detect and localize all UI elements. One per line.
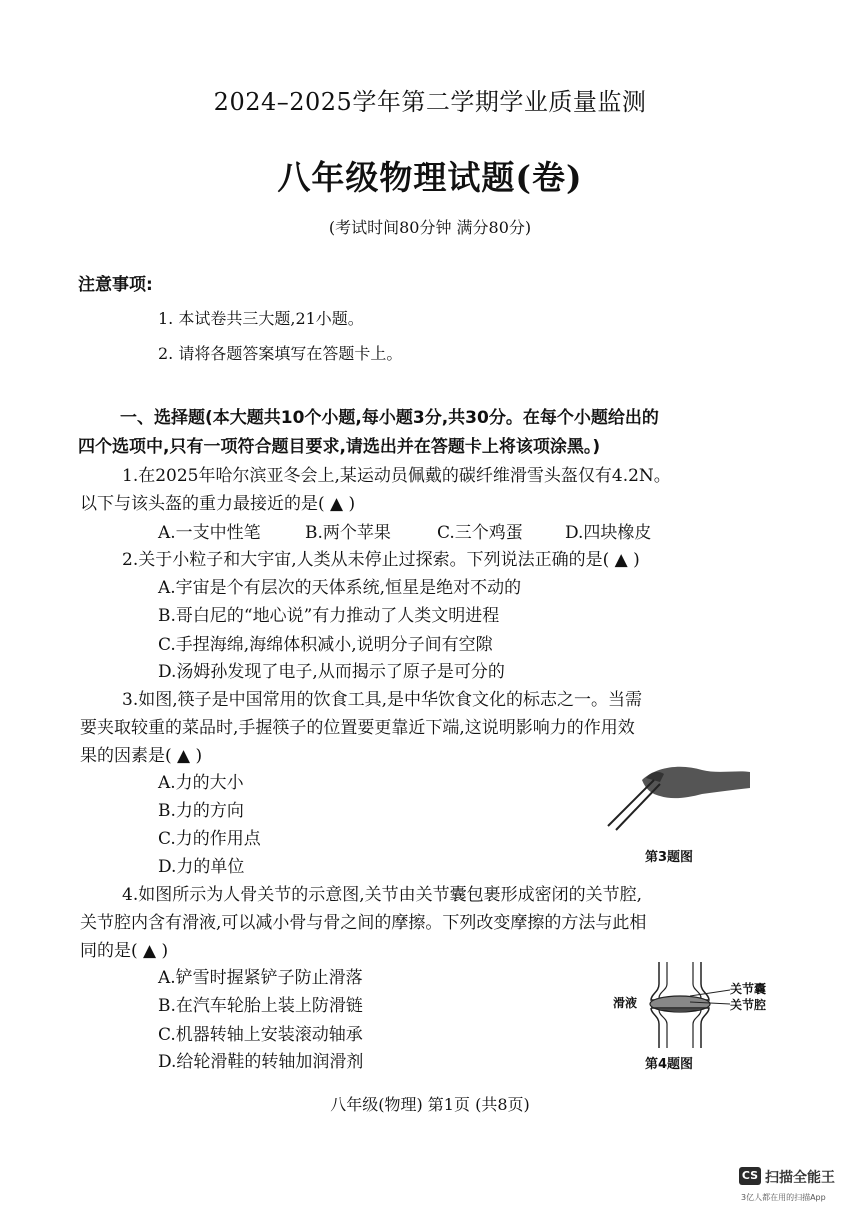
figure-3-caption: 第3题图 bbox=[645, 850, 694, 865]
synovial-fluid-label: 滑液 bbox=[613, 996, 638, 1010]
question-1-option-b: B.两个苹果 bbox=[305, 523, 391, 543]
exam-header-title: 2024–2025学年第二学期学业质量监测 bbox=[213, 88, 647, 116]
chopsticks-figure bbox=[602, 752, 752, 832]
section-instruction-line1: 一、选择题(本大题共10个小题,每小题3分,共30分。在每个小题给出的 bbox=[120, 408, 659, 428]
question-4-option-d: D.给轮滑鞋的转轴加润滑剂 bbox=[158, 1052, 364, 1072]
figure-4-caption: 第4题图 bbox=[645, 1057, 694, 1072]
notice-title: 注意事项: bbox=[78, 275, 153, 295]
question-2-option-b: B.哥白尼的“地心说”有力推动了人类文明进程 bbox=[158, 606, 500, 626]
exam-info: (考试时间80分钟 满分80分) bbox=[328, 218, 532, 237]
question-1-stem: 1.在2025年哈尔滨亚冬会上,某运动员佩戴的碳纤维滑雪头盔仅有4.2N。 bbox=[122, 466, 671, 486]
scanner-tagline: 3亿人都在用的扫描App bbox=[741, 1193, 826, 1202]
question-3-option-a: A.力的大小 bbox=[158, 773, 244, 793]
question-3-option-c: C.力的作用点 bbox=[158, 829, 261, 849]
scanner-brand: 扫描全能王 bbox=[765, 1170, 835, 1186]
joint-cavity-label: 关节腔 bbox=[730, 998, 767, 1012]
question-3-stem: 3.如图,筷子是中国常用的饮食工具,是中华饮食文化的标志之一。当需 bbox=[122, 690, 643, 710]
exam-subject-title: 八年级物理试题(卷) bbox=[277, 158, 583, 197]
question-2-option-a: A.宇宙是个有层次的天体系统,恒星是绝对不动的 bbox=[158, 578, 522, 598]
question-4-option-a: A.铲雪时握紧铲子防止滑落 bbox=[158, 968, 363, 988]
section-instruction-line2: 四个选项中,只有一项符合题目要求,请选出并在答题卡上将该项涂黑。) bbox=[78, 437, 601, 457]
question-2-option-c: C.手捏海绵,海绵体积减小,说明分子间有空隙 bbox=[158, 635, 493, 655]
joint-capsule-label: 关节囊 bbox=[730, 982, 767, 996]
question-4-option-c: C.机器转轴上安装滚动轴承 bbox=[158, 1025, 363, 1045]
question-4-stem: 关节腔内含有滑液,可以减小骨与骨之间的摩擦。下列改变摩擦的方法与此相 bbox=[80, 913, 647, 933]
notice-item: 2. 请将各题答案填写在答题卡上。 bbox=[158, 344, 403, 363]
question-1-stem: 以下与该头盔的重力最接近的是( ▲ ) bbox=[80, 494, 356, 514]
scanner-logo-icon: CS bbox=[739, 1167, 761, 1185]
notice-item: 1. 本试卷共三大题,21小题。 bbox=[158, 309, 364, 328]
question-3-stem: 果的因素是( ▲ ) bbox=[80, 746, 203, 766]
page-footer: 八年级(物理) 第1页 (共8页) bbox=[330, 1095, 530, 1114]
question-1-option-c: C.三个鸡蛋 bbox=[437, 523, 523, 543]
question-4-option-b: B.在汽车轮胎上装上防滑链 bbox=[158, 996, 363, 1016]
joint-label-leaders bbox=[690, 984, 730, 1014]
question-1-option-a: A.一支中性笔 bbox=[158, 523, 261, 543]
question-3-stem: 要夹取较重的菜品时,手握筷子的位置要更靠近下端,这说明影响力的作用效 bbox=[80, 718, 635, 738]
question-4-stem: 4.如图所示为人骨关节的示意图,关节由关节囊包裹形成密闭的关节腔, bbox=[122, 885, 643, 905]
question-2-stem: 2.关于小粒子和大宇宙,人类从未停止过探索。下列说法正确的是( ▲ ) bbox=[122, 550, 640, 570]
question-4-stem: 同的是( ▲ ) bbox=[80, 941, 169, 961]
question-1-option-d: D.四块橡皮 bbox=[565, 523, 652, 543]
question-3-option-d: D.力的单位 bbox=[158, 857, 245, 877]
question-2-option-d: D.汤姆孙发现了电子,从而揭示了原子是可分的 bbox=[158, 662, 505, 682]
question-3-option-b: B.力的方向 bbox=[158, 801, 244, 821]
